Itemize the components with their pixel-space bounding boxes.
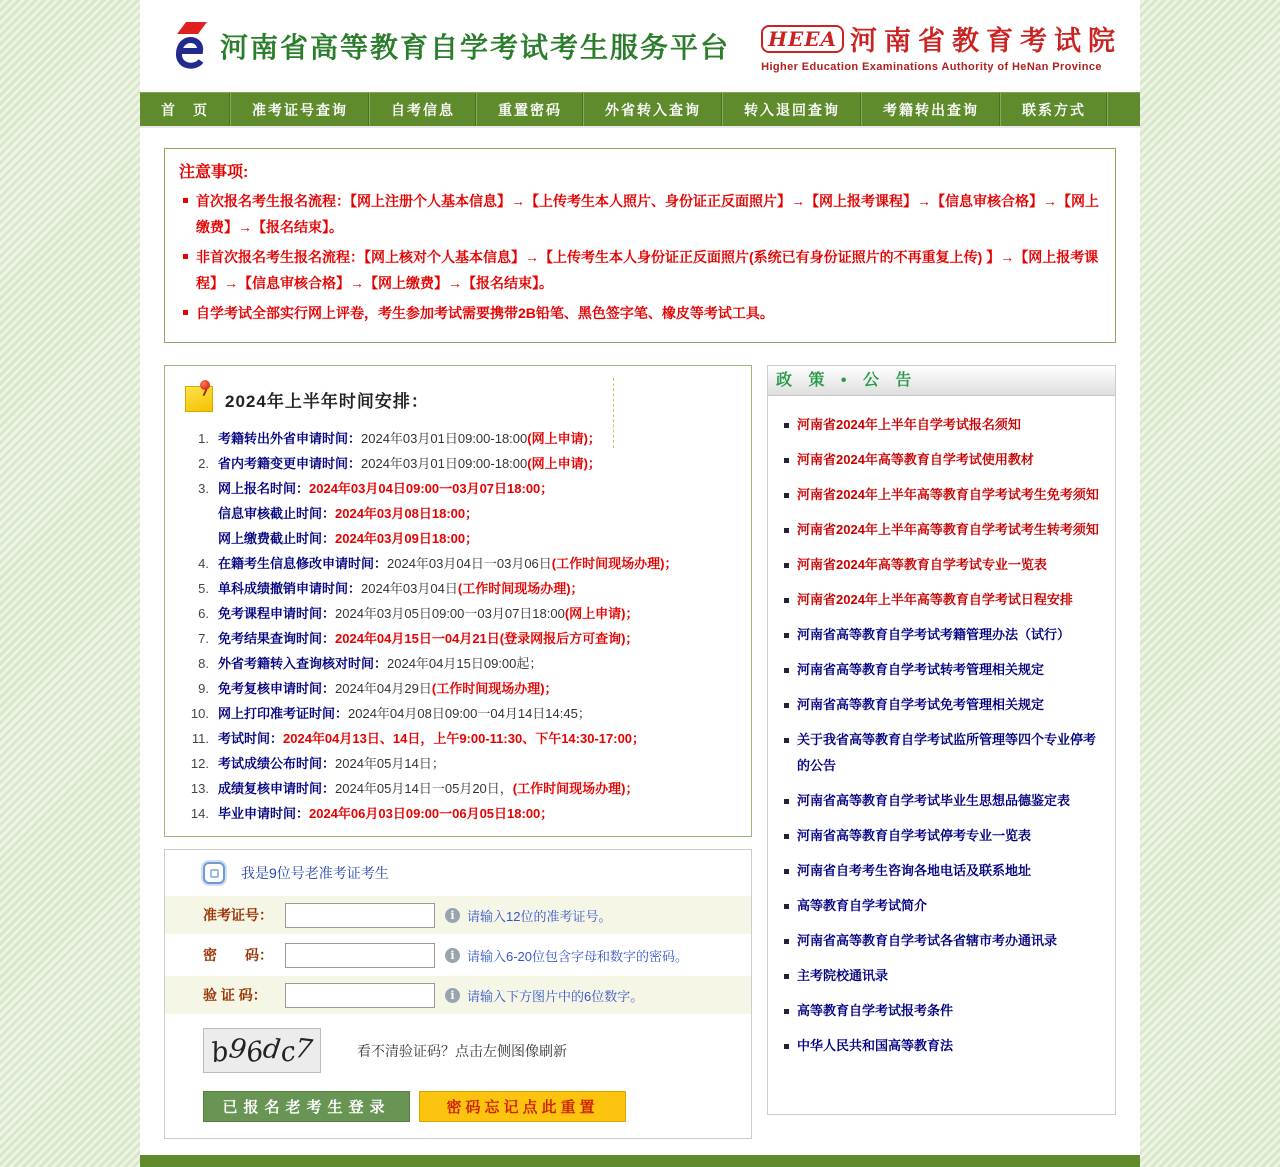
- policy-link[interactable]: 中华人民共和国高等教育法: [797, 1038, 954, 1053]
- heea-logo-icon: HEEA: [761, 25, 844, 53]
- schedule-row: 10. 网上打印准考证时间：2024年04月08日09:00一04月14日14:45；: [190, 706, 591, 721]
- policy-list: [768, 396, 1115, 1078]
- policy-link[interactable]: 河南省高等教育自学考试免考管理相关规定: [797, 697, 1045, 712]
- nav-divider: [140, 126, 1140, 128]
- right-column: [767, 365, 1116, 1115]
- nav-item-4[interactable]: 重置密码: [477, 93, 584, 126]
- bullet-icon: [784, 668, 789, 673]
- bullet-icon: [183, 254, 188, 259]
- note-pin-icon: [185, 386, 213, 412]
- policy-link[interactable]: 河南省2024年上半年高等教育自学考试考生免考须知: [797, 487, 1099, 502]
- schedule-row: 9. 免考复核申请时间：2024年04月29日(工作时间现场办理)；: [198, 681, 558, 696]
- policy-list-item: [784, 893, 1105, 919]
- site-header: [140, 0, 1140, 92]
- nav-item-5[interactable]: 外省转入查询: [584, 93, 723, 126]
- policy-link[interactable]: 河南省高等教育自学考试各省辖市考办通讯录: [797, 933, 1058, 948]
- bullet-icon: [784, 598, 789, 603]
- password-label: 密 码：: [203, 947, 273, 963]
- nav-item-1[interactable]: 首 页: [140, 93, 231, 126]
- policy-link[interactable]: 河南省自考考生咨询各地电话及联系地址: [797, 863, 1032, 878]
- login-box: [164, 849, 752, 1139]
- captcha-label: 验 证 码：: [203, 987, 267, 1003]
- org-name: 河南省教育考试院: [850, 26, 1122, 56]
- policy-list-item: [784, 412, 1105, 438]
- schedule-row: 3. 网上报名时间：2024年03月04日09:00一03月07日18:00；: [198, 481, 554, 496]
- info-icon: [445, 948, 460, 963]
- password-row: [165, 936, 751, 974]
- exam-id-label: 准考证号：: [203, 907, 273, 923]
- policy-panel-title: 政 策 • 公 告: [768, 366, 1115, 396]
- policy-list-item: [784, 517, 1105, 543]
- nav-item-8[interactable]: 联系方式: [1001, 93, 1108, 126]
- schedule-row: 7. 免考结果查询时间：2024年04月15日一04月21日(登录网报后方可查询)；: [198, 631, 639, 646]
- schedule-row: 网上缴费截止时间：2024年03月09日18:00；: [218, 531, 479, 546]
- notice-item: 首次报名考生报名流程：【网上注册个人基本信息】→【上传考生本人照片、身份证正反面照片】→【网上报考课程】→【信息审核合格】→【网上缴费】→【报名结束】。: [179, 188, 1099, 240]
- policy-link[interactable]: 高等教育自学考试简介: [797, 898, 928, 913]
- notice-box: [164, 148, 1116, 343]
- reset-password-button[interactable]: 密码忘记点此重置: [419, 1091, 626, 1122]
- exam-id-row: [165, 896, 751, 934]
- bullet-icon: [784, 1009, 789, 1014]
- policy-list-item: [784, 447, 1105, 473]
- captcha-refresh-hint: 看不清验证码？点击左侧图像刷新: [357, 1042, 567, 1059]
- policy-link[interactable]: 高等教育自学考试报考条件: [797, 1003, 954, 1018]
- policy-link[interactable]: 河南省2024年高等教育自学考试专业一览表: [797, 557, 1047, 572]
- policy-panel: [767, 365, 1116, 1115]
- schedule-row: 12. 考试成绩公布时间：2024年05月14日；: [190, 756, 445, 771]
- schedule-row: 6. 免考课程申请时间：2024年03月05日09:00一03月07日18:00(网上申请)；: [198, 606, 639, 621]
- captcha-image[interactable]: b 9 6 d c 7: [203, 1028, 321, 1073]
- org-block: [761, 19, 1122, 73]
- bullet-icon: [784, 563, 789, 568]
- schedule-title: 2024年上半年时间安排：: [225, 391, 429, 411]
- bullet-icon: [183, 310, 188, 315]
- notice-item: 自学考试全部实行网上评卷，考生参加考试需要携带2B铅笔、黑色签字笔、橡皮等考试工具。: [179, 300, 1099, 326]
- policy-link[interactable]: 河南省高等教育自学考试考籍管理办法（试行）: [797, 627, 1071, 642]
- policy-link[interactable]: 河南省高等教育自学考试转考管理相关规定: [797, 662, 1045, 677]
- schedule-list: [179, 426, 741, 826]
- nav-item-7[interactable]: 考籍转出查询: [862, 93, 1001, 126]
- bullet-icon: [784, 493, 789, 498]
- site-logo-icon: [170, 21, 212, 71]
- schedule-row: 1. 考籍转出外省申请时间：2024年03月01日09:00-18:00(网上申请)；: [198, 431, 601, 446]
- policy-link[interactable]: 河南省2024年上半年高等教育自学考试日程安排: [797, 592, 1073, 607]
- bullet-icon: [784, 458, 789, 463]
- site-brand: [170, 21, 730, 71]
- left-column: [164, 365, 752, 1139]
- policy-list-item: [784, 998, 1105, 1024]
- captcha-input[interactable]: [285, 983, 435, 1008]
- schedule-row: 4. 在籍考生信息修改申请时间：2024年03月04日一03月06日(工作时间现场办理)；: [198, 556, 678, 571]
- bullet-icon: [784, 1044, 789, 1049]
- schedule-row: 5. 单科成绩撤销申请时间：2024年03月04日(工作时间现场办理)；: [198, 581, 584, 596]
- main-area: [164, 365, 1116, 1139]
- schedule-row: 13. 成绩复核申请时间：2024年05月14日一05月20日，(工作时间现场办理)；: [190, 781, 639, 796]
- nav-item-6[interactable]: 转入退回查询: [723, 93, 862, 126]
- old-ticket-checkbox[interactable]: [203, 862, 225, 884]
- notice-list: [179, 188, 1099, 326]
- notice-item: 非首次报名考生报名流程：【网上核对个人基本信息】→【上传考生本人身份证正反面照片(系统已有身份证照片的不再重复上传) 】→【网上报考课程】→【信息审核合格】→【网上缴费】→【报名结束】。: [179, 244, 1099, 296]
- bullet-icon: [784, 904, 789, 909]
- policy-list-item: [784, 963, 1105, 989]
- info-icon: [445, 988, 460, 1003]
- policy-list-item: [784, 692, 1105, 718]
- policy-link[interactable]: 河南省2024年上半年高等教育自学考试考生转考须知: [797, 522, 1099, 537]
- footer-bar: [140, 1155, 1140, 1167]
- bullet-icon: [784, 974, 789, 979]
- policy-list-item: [784, 1033, 1105, 1059]
- nav-item-3[interactable]: 自考信息: [370, 93, 477, 126]
- schedule-row: 2. 省内考籍变更申请时间：2024年03月01日09:00-18:00(网上申请)；: [198, 456, 601, 471]
- policy-list-item: [784, 482, 1105, 508]
- schedule-row: 信息审核截止时间：2024年03月08日18:00；: [218, 506, 479, 521]
- bullet-icon: [183, 198, 188, 203]
- policy-link[interactable]: 河南省高等教育自学考试毕业生思想品德鉴定表: [797, 793, 1071, 808]
- dashed-separator: [613, 378, 614, 448]
- exam-id-input[interactable]: [285, 903, 435, 928]
- policy-list-item: [784, 788, 1105, 814]
- bullet-icon: [784, 799, 789, 804]
- policy-link[interactable]: 河南省2024年上半年自学考试报名须知: [797, 417, 1021, 432]
- policy-list-item: [784, 727, 1105, 779]
- nav-bar: [140, 92, 1140, 126]
- nav-item-2[interactable]: 准考证号查询: [231, 93, 370, 126]
- policy-link[interactable]: 河南省2024年高等教育自学考试使用教材: [797, 452, 1034, 467]
- captcha-hint-text: 请输入下方图片中的6位数字。: [467, 988, 644, 1004]
- page-title: 河南省高等教育自学考试考生服务平台: [220, 32, 731, 63]
- login-button[interactable]: 已报名老考生登录: [203, 1091, 410, 1122]
- policy-list-item: [784, 587, 1105, 613]
- policy-list-item: [784, 858, 1105, 884]
- bullet-icon: [784, 738, 789, 743]
- captcha-row: [165, 976, 751, 1014]
- schedule-row: 11. 考试时间：2024年04月13日、14日，上午9:00-11:30、下午14:30-17:00；: [191, 731, 646, 746]
- password-input[interactable]: [285, 943, 435, 968]
- password-hint: 请输入6-20位包含字母和数字的密码。: [467, 948, 689, 964]
- policy-link[interactable]: 关于我省高等教育自学考试监所管理等四个专业停考的公告: [797, 732, 1097, 773]
- old-ticket-checkbox-label: 我是9位号老准考证考生: [241, 865, 389, 881]
- bullet-icon: [784, 633, 789, 638]
- policy-list-item: [784, 823, 1105, 849]
- bullet-icon: [784, 834, 789, 839]
- policy-list-item: [784, 928, 1105, 954]
- exam-id-hint: 请输入12位的准考证号。: [467, 908, 612, 924]
- bullet-icon: [784, 939, 789, 944]
- info-icon: [445, 908, 460, 923]
- bullet-icon: [784, 423, 789, 428]
- schedule-row: 8. 外省考籍转入查询核对时间：2024年04月15日09:00起；: [198, 656, 543, 671]
- bullet-icon: [784, 528, 789, 533]
- notice-title: 注意事项:: [179, 164, 249, 181]
- schedule-box: [164, 365, 752, 837]
- bullet-icon: [784, 703, 789, 708]
- org-name-en: Higher Education Examinations Authority of HeNan Province: [761, 61, 1102, 73]
- policy-list-item: [784, 552, 1105, 578]
- policy-link[interactable]: 主考院校通讯录: [797, 968, 889, 983]
- page-container: [140, 0, 1140, 1167]
- policy-list-item: [784, 622, 1105, 648]
- bullet-icon: [784, 869, 789, 874]
- policy-link[interactable]: 河南省高等教育自学考试停考专业一览表: [797, 828, 1032, 843]
- policy-list-item: [784, 657, 1105, 683]
- schedule-row: 14. 毕业申请时间：2024年06月03日09:00一06月05日18:00；: [190, 806, 554, 821]
